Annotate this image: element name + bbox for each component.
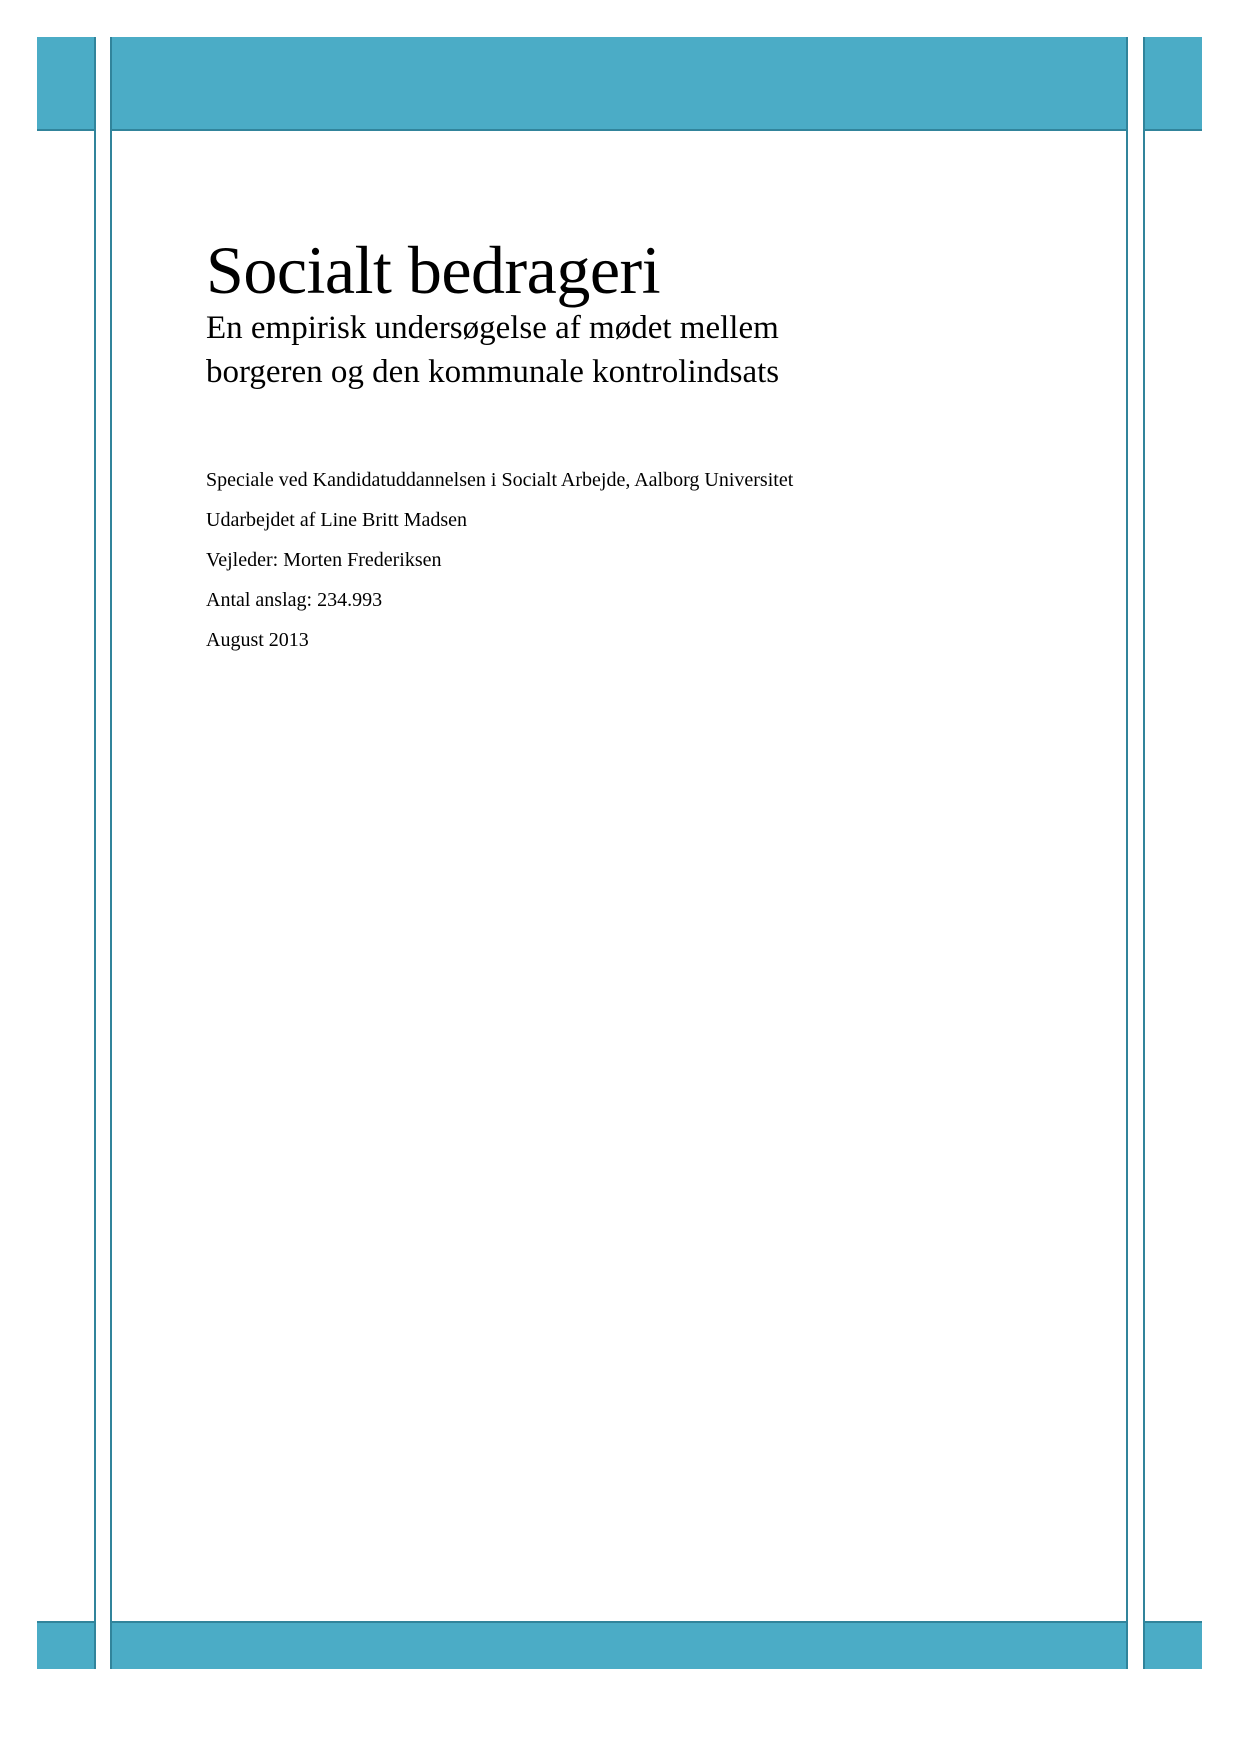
info-character-count: Antal anslag: 234.993 (206, 589, 383, 611)
header-band-left (37, 37, 96, 131)
footer-band (110, 1621, 1128, 1669)
right-inner-rule (1126, 131, 1128, 1621)
subtitle-line: En empirisk undersøgelse af mødet mellem (206, 310, 779, 346)
document-subtitle (206, 306, 1106, 394)
info-program: Speciale ved Kandidatuddannelsen i Socialt Arbejde, Aalborg Universitet (206, 469, 794, 491)
footer-band-right (1143, 1621, 1202, 1669)
info-supervisor: Vejleder: Morten Frederiksen (206, 549, 442, 571)
right-outer-rule (1143, 131, 1145, 1621)
header-band-right (1143, 37, 1202, 131)
header-band (110, 37, 1128, 131)
document-title: Socialt bedrageri (206, 232, 661, 308)
footer-band-left (37, 1621, 96, 1669)
subtitle-line: borgeren og den kommunale kontrolindsats (206, 354, 780, 390)
left-outer-rule (94, 131, 96, 1621)
cover-content (206, 232, 1106, 660)
info-date: August 2013 (206, 629, 309, 651)
document-info (206, 460, 1106, 660)
left-inner-rule (110, 131, 112, 1621)
info-author: Udarbejdet af Line Britt Madsen (206, 509, 468, 531)
